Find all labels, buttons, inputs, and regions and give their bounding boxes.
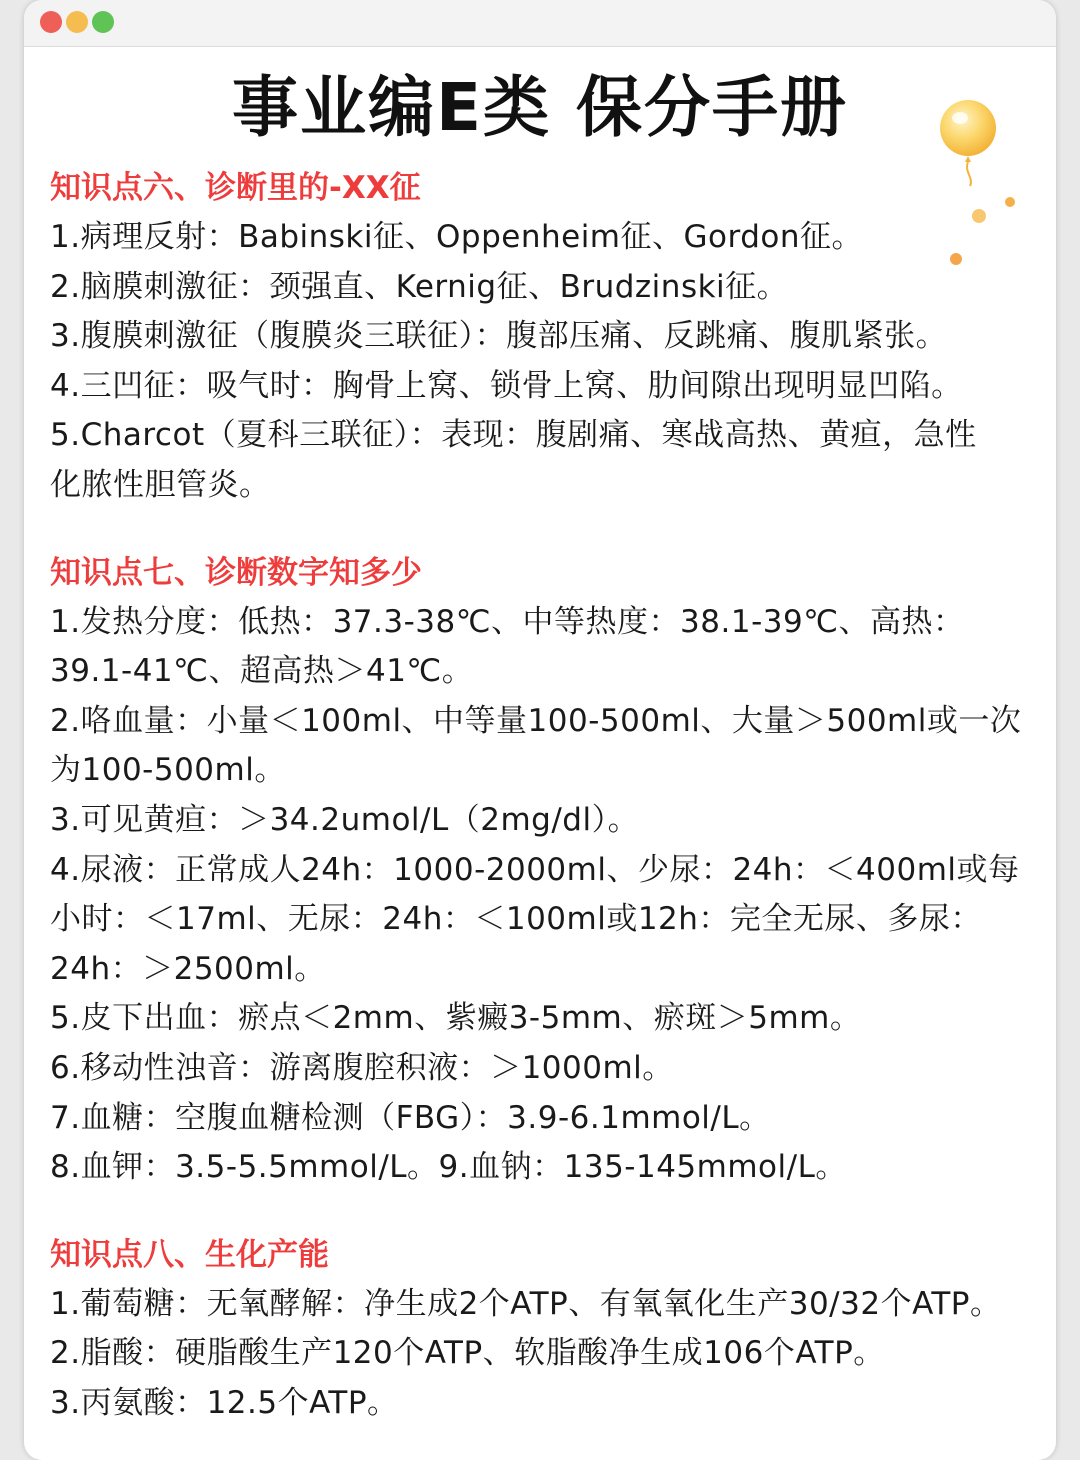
text-line: 39.1-41℃、超高热＞41℃。 <box>50 653 474 690</box>
text-line: 1.葡萄糖：无氧酵解：净生成2个ATP、有氧氧化生产30/32个ATP。 <box>50 1285 1002 1322</box>
text-line: 化脓性胆管炎。 <box>50 466 271 503</box>
document-content <box>50 164 1040 1428</box>
text-line: 24h：＞2500ml。 <box>50 950 326 987</box>
document-window <box>24 0 1056 1460</box>
text-line: 1.发热分度：低热：37.3-38℃、中等热度：38.1-39℃、高热： <box>50 603 965 640</box>
text-line: 5.皮下出血：瘀点＜2mm、紫癜3-5mm、瘀斑＞5mm。 <box>50 1000 862 1037</box>
text-line: 6.移动性浊音：游离腹腔积液：＞1000ml。 <box>50 1049 674 1086</box>
section-heading: 知识点六、诊断里的-XX征 <box>50 170 421 206</box>
text-line: 3.可见黄疸：＞34.2umol/L（2mg/dl）。 <box>50 801 640 838</box>
section-knowledge-8 <box>50 1231 1040 1429</box>
text-line: 8.血钾：3.5-5.5mmol/L。9.血钠：135-145mmol/L。 <box>50 1149 847 1186</box>
page-title: 事业编E类 保分手册 <box>231 69 849 146</box>
text-line: 1.病理反射：Babinski征、Oppenheim征、Gordon征。 <box>50 219 863 255</box>
text-line: 3.丙氨酸：12.5个ATP。 <box>50 1384 399 1421</box>
window-titlebar <box>24 0 1056 47</box>
text-line: 2.脑膜刺激征：颈强直、Kernig征、Brudzinski征。 <box>50 268 789 305</box>
text-line: 5.Charcot（夏科三联征）：表现：腹剧痛、寒战高热、黄疸，急性 <box>50 417 977 454</box>
text-line: 3.腹膜刺激征（腹膜炎三联征）：腹部压痛、反跳痛、腹肌紧张。 <box>50 318 948 355</box>
text-line: 7.血糖：空腹血糖检测（FBG）：3.9-6.1mmol/L。 <box>50 1099 771 1136</box>
text-line: 小时：＜17ml、无尿：24h：＜100ml或12h：完全无尿、多尿： <box>50 901 982 938</box>
section-knowledge-7 <box>50 549 1040 1193</box>
section-heading: 知识点七、诊断数字知多少 <box>50 554 422 591</box>
section-heading: 知识点八、生化产能 <box>50 1236 329 1273</box>
maximize-button[interactable] <box>92 11 114 33</box>
minimize-button[interactable] <box>66 11 88 33</box>
text-line: 4.尿液：正常成人24h：1000-2000ml、少尿：24h：＜400ml或每 <box>50 851 1020 888</box>
close-button[interactable] <box>40 11 62 33</box>
text-line: 为100-500ml。 <box>50 752 286 789</box>
section-knowledge-6 <box>50 164 1040 511</box>
text-line: 4.三凹征：吸气时：胸骨上窝、锁骨上窝、肋间隙出现明显凹陷。 <box>50 367 963 404</box>
text-line: 2.咯血量：小量＜100ml、中等量100-500ml、大量＞500ml或一次 <box>50 702 1022 739</box>
text-line: 2.脂酸：硬脂酸生产120个ATP、软脂酸净生成106个ATP。 <box>50 1335 885 1372</box>
